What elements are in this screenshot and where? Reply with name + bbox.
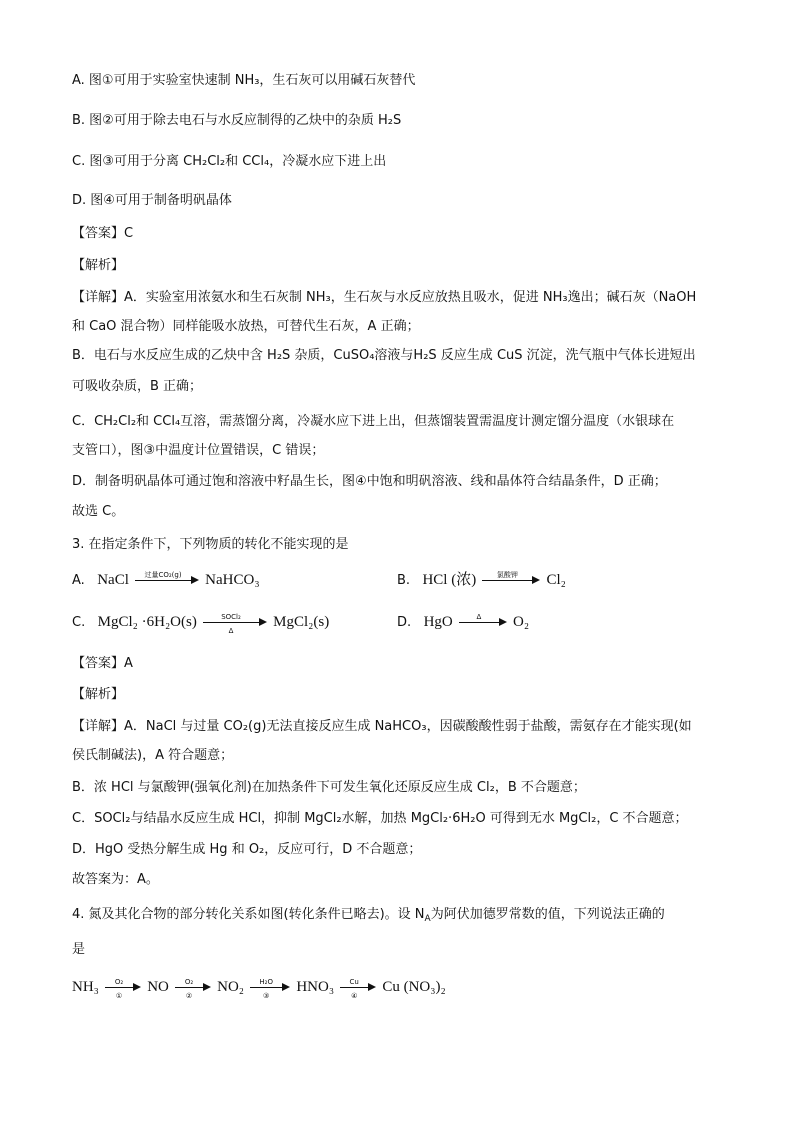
chain-arrow-1-number: ①	[115, 992, 123, 1000]
q3-option-b-arrow	[482, 571, 540, 581]
q4-stem-line-2: 是	[72, 942, 86, 957]
chain-arrow-1	[105, 978, 141, 1000]
chain-arrow-2-reagent: O₂	[184, 978, 194, 986]
q3-option-a	[72, 569, 260, 592]
q3-stem: 3. 在指定条件下，下列物质的转化不能实现的是	[72, 537, 349, 552]
q3-option-d	[397, 611, 529, 634]
q3-option-d-label: D.	[397, 615, 412, 630]
q3-option-a-label: A.	[72, 573, 85, 588]
q2-detail-line-8: 故选 C。	[72, 504, 125, 519]
q2-option-b: B. 图②可用于除去电石与水反应制得的乙炔中的杂质 H₂S	[72, 113, 402, 128]
q2-detail-line-4: 可吸收杂质，B 正确；	[72, 379, 203, 394]
chain-species-5: Cu (NO₃)₂	[382, 979, 446, 995]
q2-detail-line-2: 和 CaO 混合物）同样能吸水放热，可替代生石灰，A 正确；	[72, 319, 420, 334]
chain-arrow-2	[175, 978, 211, 1000]
q3-option-c-reactant: MgCl₂ ·6H₂O(s)	[97, 614, 197, 630]
q4-stem-line-1	[72, 905, 665, 929]
q2-detail-line-5: C．CH₂Cl₂和 CCl₄互溶，需蒸馏分离，冷凝水应下进上出，但蒸馏装置需温度计测定馏分温度（水银球在	[72, 414, 675, 429]
chain-arrow-3	[250, 978, 290, 1000]
q3-detail-line-6: 故答案为：A。	[72, 872, 159, 887]
q3-analysis-label: 【解析】	[72, 687, 125, 702]
q3-option-d-product: O₂	[513, 614, 530, 630]
q2-detail-line-1: 【详解】A．实验室用浓氨水和生石灰制 NH₃，生石灰与水反应放热且吸水，促进 NH₃逸出；碱石灰（NaOH	[72, 290, 697, 305]
chain-arrow-4-reagent: Cu	[349, 978, 359, 986]
q3-option-c-arrow	[203, 613, 267, 635]
chain-arrow-4	[340, 978, 376, 1000]
q3-option-c	[72, 611, 329, 634]
q3-detail-line-4: C．SOCl₂与结晶水反应生成 HCl，抑制 MgCl₂水解，加热 MgCl₂·6H₂O 可得到无水 MgCl₂，C 不合题意；	[72, 811, 688, 826]
chain-species-1: NH₃	[72, 979, 99, 995]
q2-detail-line-3: B．电石与水反应生成的乙炔中含 H₂S 杂质，CuSO₄溶液与H₂S 反应生成 CuS 沉淀，洗气瓶中气体长进短出	[72, 348, 696, 363]
q3-option-b	[397, 569, 566, 592]
q2-analysis-label: 【解析】	[72, 258, 125, 273]
q4-stem-subscript: A	[424, 914, 431, 924]
q3-option-a-condition: 过量CO₂(g)	[144, 571, 182, 579]
q2-detail-line-7: D．制备明矾晶体可通过饱和溶液中籽晶生长，图④中饱和明矾溶液、线和晶体符合结晶条件，D 正确；	[72, 474, 667, 489]
chain-arrow-2-number: ②	[185, 992, 193, 1000]
chain-species-4: HNO₃	[296, 979, 335, 995]
chain-arrow-3-reagent: H₂O	[259, 978, 273, 986]
q4-stem-start: 4. 氮及其化合物的部分转化关系如图(转化条件已略去)。设 N	[72, 907, 425, 922]
q3-detail-line-2: 侯氏制碱法)，A 符合题意；	[72, 748, 234, 763]
q2-detail-line-6: 支管口），图③中温度计位置错误，C 错误；	[72, 443, 325, 458]
q3-option-c-condition-below: Δ	[228, 627, 234, 635]
chain-arrow-4-number: ④	[351, 992, 358, 1000]
q3-option-d-reactant: HgO	[423, 614, 453, 630]
q2-answer: 【答案】C	[72, 226, 134, 241]
q3-option-c-product: MgCl₂(s)	[273, 614, 330, 630]
q3-option-b-reactant: HCl (浓)	[422, 572, 477, 588]
q3-option-a-product: NaHCO₃	[205, 572, 260, 588]
q3-option-c-label: C.	[72, 615, 86, 630]
q3-option-d-arrow	[459, 613, 507, 623]
q3-detail-line-3: B．浓 HCl 与氯酸钾(强氧化剂)在加热条件下可发生氧化还原反应生成 Cl₂，B 不合题意；	[72, 780, 586, 795]
q4-transformation-chain	[72, 976, 446, 999]
q3-option-c-condition: SOCl₂	[221, 613, 241, 621]
q2-option-a: A. 图①可用于实验室快速制 NH₃，生石灰可以用碱石灰替代	[72, 73, 416, 88]
q4-stem-rest: 为阿伏加德罗常数的值，下列说法正确的	[430, 907, 665, 922]
q3-option-a-reactant: NaCl	[97, 572, 129, 588]
q3-answer: 【答案】A	[72, 656, 133, 671]
q3-option-b-product: Cl₂	[546, 572, 566, 588]
q2-option-d: D. 图④可用于制备明矾晶体	[72, 193, 232, 208]
q3-detail-line-5: D．HgO 受热分解生成 Hg 和 O₂，反应可行，D 不合题意；	[72, 842, 422, 857]
chain-arrow-1-reagent: O₂	[114, 978, 124, 986]
q3-option-d-condition: Δ	[476, 613, 482, 621]
q2-option-c: C. 图③可用于分离 CH₂Cl₂和 CCl₄，冷凝水应下进上出	[72, 154, 387, 169]
q3-option-a-arrow	[135, 571, 199, 581]
chain-species-3: NO₂	[217, 979, 245, 995]
q3-option-b-condition: 氯酸钾	[496, 571, 518, 579]
chain-species-2: NO	[147, 979, 169, 995]
q3-option-b-label: B.	[397, 573, 411, 588]
q3-detail-line-1: 【详解】A．NaCl 与过量 CO₂(g)无法直接反应生成 NaHCO₃，因碳酸酸性弱于盐酸，需氨存在才能实现(如	[72, 719, 692, 734]
chain-arrow-3-number: ③	[263, 992, 270, 1000]
